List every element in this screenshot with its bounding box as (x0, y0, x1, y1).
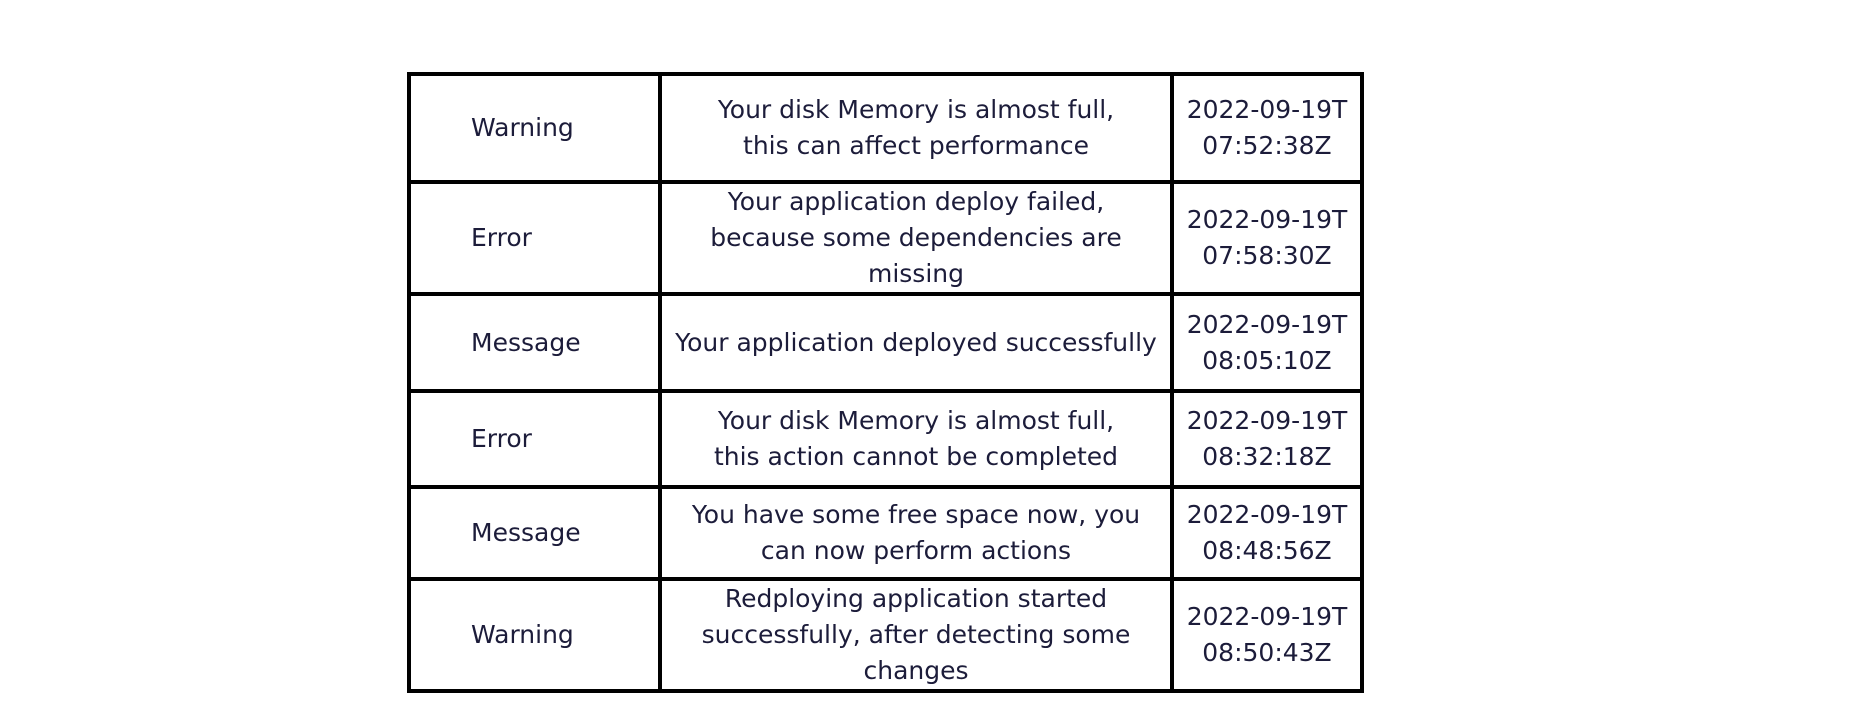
timestamp-cell (1172, 294, 1362, 391)
message-text: Your application deploy failed, because some dependencies are missing (710, 187, 1122, 288)
table-row (409, 579, 1362, 691)
message-cell (660, 74, 1172, 182)
level-label: Message (471, 327, 581, 357)
level-label: Message (471, 518, 581, 547)
message-text: You have some free space now, you can now perform actions (691, 500, 1141, 565)
message-cell (660, 182, 1172, 294)
message-text: Redploying application started successfully, after detecting some changes (701, 584, 1131, 685)
timestamp-text: 2022-09-19T07:52:38Z (1186, 95, 1348, 160)
level-cell (409, 391, 660, 487)
level-label: Warning (471, 620, 574, 649)
table-row (409, 74, 1362, 182)
table-row (409, 182, 1362, 294)
level-cell (409, 579, 660, 691)
level-label: Error (471, 223, 532, 252)
timestamp-text: 2022-09-19T08:32:18Z (1186, 406, 1348, 471)
table-row (409, 294, 1362, 391)
timestamp-cell (1172, 182, 1362, 294)
timestamp-text: 2022-09-19T08:50:43Z (1186, 602, 1348, 667)
timestamp-text: 2022-09-19T08:48:56Z (1186, 500, 1348, 565)
message-cell (660, 391, 1172, 487)
message-text: Your disk Memory is almost full, this action cannot be completed (713, 406, 1119, 471)
level-cell (409, 74, 660, 182)
timestamp-cell (1172, 487, 1362, 579)
timestamp-cell (1172, 579, 1362, 691)
message-cell (660, 487, 1172, 579)
level-label: Error (471, 424, 532, 453)
table-row (409, 391, 1362, 487)
timestamp-text: 2022-09-19T07:58:30Z (1186, 205, 1348, 270)
level-label: Warning (471, 113, 574, 142)
message-text: Your application deployed successfully (675, 327, 1157, 357)
timestamp-cell (1172, 391, 1362, 487)
level-cell (409, 294, 660, 391)
message-cell (660, 294, 1172, 391)
level-cell (409, 487, 660, 579)
table-row (409, 487, 1362, 579)
level-cell (409, 182, 660, 294)
message-text: Your disk Memory is almost full, this can affect performance (717, 95, 1115, 160)
log-table (407, 72, 1364, 693)
message-cell (660, 579, 1172, 691)
timestamp-cell (1172, 74, 1362, 182)
timestamp-text: 2022-09-19T08:05:10Z (1186, 309, 1348, 375)
